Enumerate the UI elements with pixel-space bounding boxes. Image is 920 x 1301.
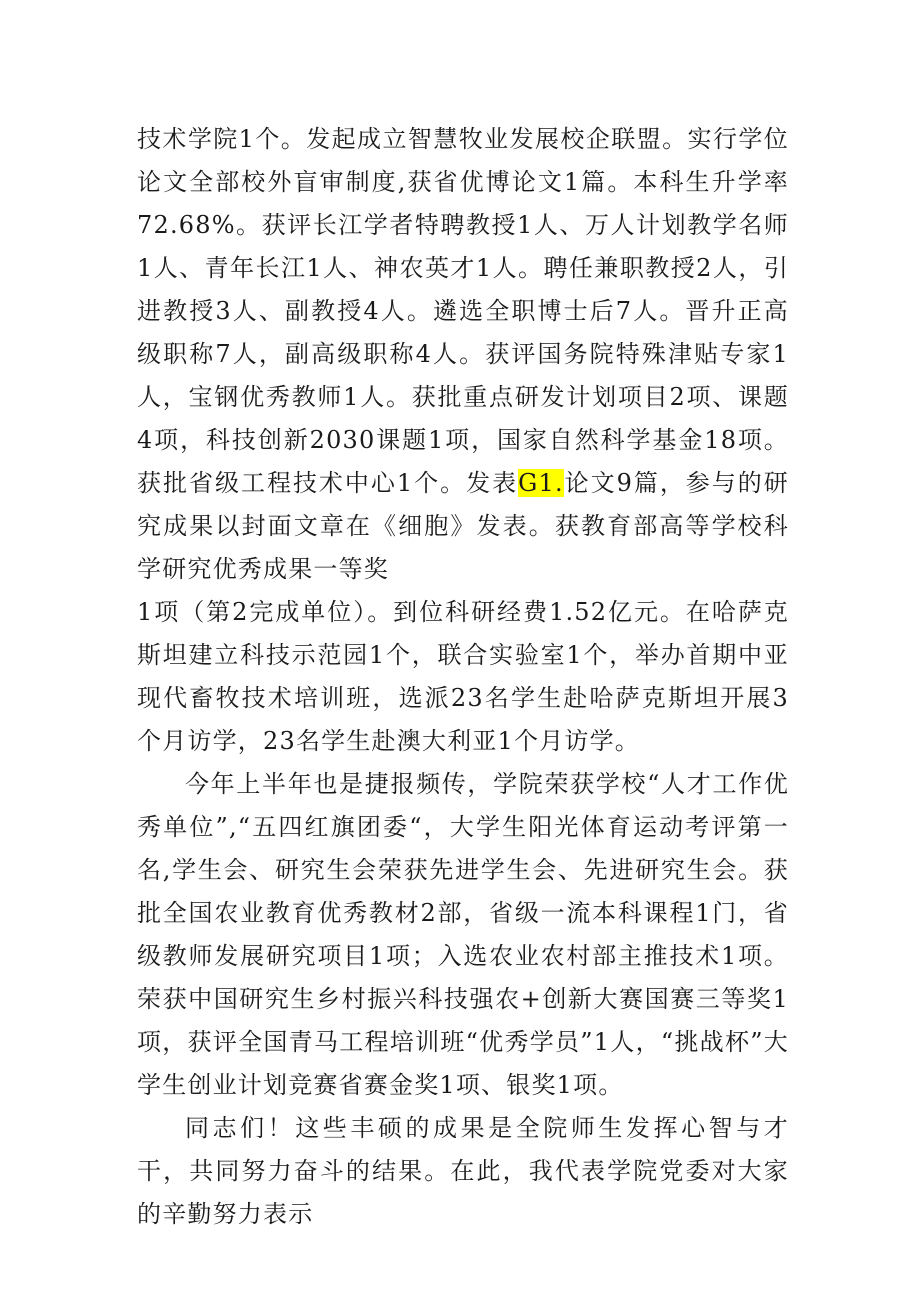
- paragraph-1-text-a: 技术学院1个。发起成立智慧牧业发展校企联盟。实行学位论文全部校外盲审制度,获省优博论文1篇。本科生升学率72.68%。获评长江学者特聘教授1人、万人计划教学名师1人、青年长江1人、神农英才1人。聘任兼职教授2人，引进教授3人、副教授4人。遴选全职博士后7人。晋升正高级职称7人，副高级职称4人。获评国务院特殊津贴专家1人，宝钢优秀教师1人。获批重点研发计划项目2项、课题4项，科技创新2030课题1项，国家自然科学基金18项。获批省级工程技术中心1个。发表: [137, 125, 789, 497]
- paragraph-1-text-b: 论文9篇，参与的研究成果以封面文章在《细胞》发表。获教育部高等学校科学研究优秀成果一等奖: [137, 469, 789, 583]
- paragraph-1: [137, 118, 789, 591]
- paragraph-3: 今年上半年也是捷报频传，学院荣获学校“人才工作优秀单位”,“五四红旗团委“，大学生阳光体育运动考评第一名,学生会、研究生会荣获先进学生会、先进研究生会。获批全国农业教育优秀教材2部，省级一流本科课程1门，省级教师发展研究项目1项；入选农业农村部主推技术1项。荣获中国研究生乡村振兴科技强农+创新大赛国赛三等奖1项，获评全国青马工程培训班“优秀学员”1人，“挑战杯”大学生创业计划竞赛省赛金奖1项、银奖1项。: [137, 770, 789, 1099]
- highlighted-text: G1.: [518, 469, 564, 497]
- paragraph-2: 1项（第2完成单位）。到位科研经费1.52亿元。在哈萨克斯坦建立科技示范园1个，联合实验室1个，举办首期中亚现代畜牧技术培训班，选派23名学生赴哈萨克斯坦开展3个月访学，23名学生赴澳大利亚1个月访学。: [137, 598, 789, 755]
- document-body: [137, 118, 789, 1236]
- paragraph-4: 同志们！这些丰硕的成果是全院师生发挥心智与才干，共同努力奋斗的结果。在此，我代表学院党委对大家的辛勤努力表示: [137, 1114, 789, 1228]
